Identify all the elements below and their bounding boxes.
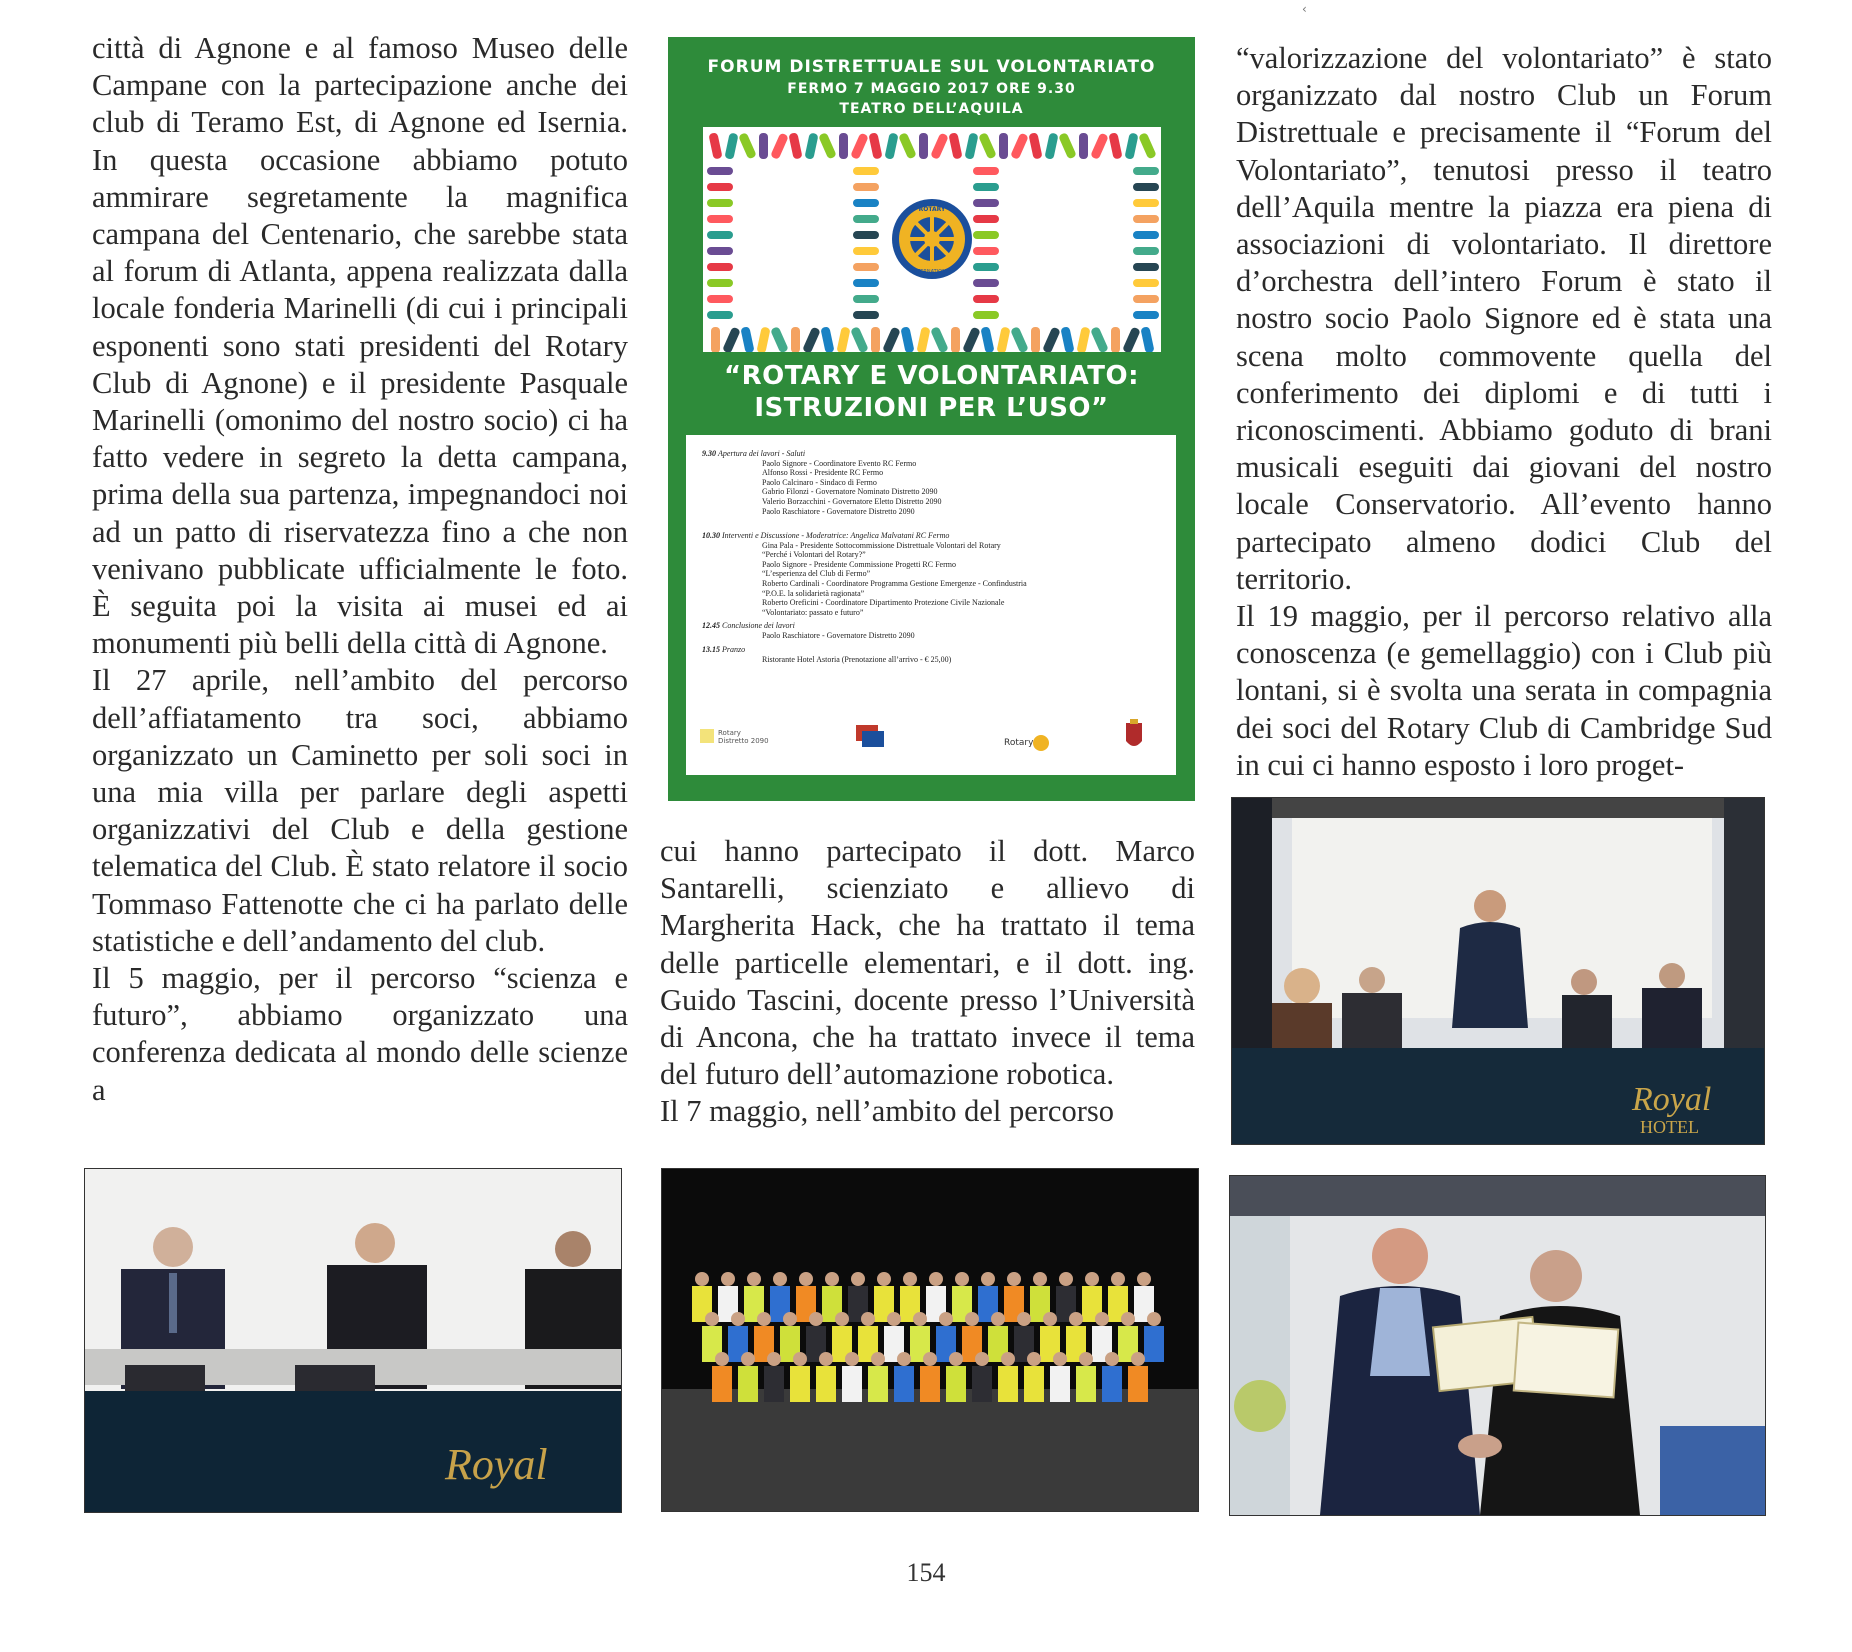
- hand-shape: [740, 326, 754, 352]
- hand-shape: [1133, 167, 1159, 175]
- person-head: [1043, 1312, 1057, 1326]
- hand-shape: [930, 132, 949, 159]
- hand-shape: [900, 326, 914, 352]
- volunteers-photo-image: [662, 1169, 1198, 1511]
- hand-shape: [980, 326, 994, 352]
- hand-shape: [1010, 132, 1029, 159]
- person-head: [1111, 1272, 1125, 1286]
- hand-shape: [999, 133, 1008, 159]
- person-head: [793, 1352, 807, 1366]
- logo-left-sublabel: Distretto 2090: [718, 737, 769, 745]
- hand-shape: [1090, 326, 1109, 352]
- paragraph: Il 5 maggio, per il percorso “scienza e futuro”, abbiamo organizzato una conferenza dedicata al mondo delle scienze a: [92, 961, 628, 1107]
- person-body: [1050, 1366, 1070, 1402]
- program-title: Conclusione dei lavori: [722, 621, 795, 630]
- logos-strip: [686, 715, 1176, 775]
- hand-shape: [707, 279, 733, 287]
- hand-shape: [973, 183, 999, 191]
- hand-shape: [964, 132, 978, 159]
- paragraph: città di Agnone e al famoso Museo delle Campane con la partecipazione anche dei club di Teramo Est, di Agnone ed Isernia. In questa occasione abbiamo potuto ammirare segretamente la magnifica campana del Centenario, che sarebbe stata al forum di Atlanta, appena realizzata dalla locale fonderia Marinelli (di cui i principali esponenti sono stati presidenti del Rotary Club di Agnone) e il presidente Pasquale Marinelli (omonimo del nostro socio) ci ha fatto vedere in segreto la detta campana, prima della sua partenza, impegnandoci noi ad un patto di riservatezza fino a che non venivano pubblicate ufficialmente le foto. È seguita poi la visita ai musei ed ai monumenti più belli della città di Agnone.: [92, 31, 628, 661]
- hand-shape: [850, 132, 869, 159]
- hand-shape: [707, 311, 733, 319]
- hand-shape: [973, 295, 999, 303]
- program-title: Apertura dei lavori - Saluti: [718, 449, 806, 458]
- hand-shape: [707, 167, 733, 175]
- hand-shape: [708, 132, 722, 159]
- hand-shape: [1140, 326, 1154, 352]
- royal-banner: Royal: [445, 1440, 548, 1489]
- poster-title: FORUM DISTRETTUALE SUL VOLONTARIATO: [707, 57, 1156, 77]
- person-head: [913, 1312, 927, 1326]
- hand-shape: [738, 132, 757, 159]
- logo-rotary-label: Rotary: [1004, 738, 1034, 748]
- person-head: [1121, 1312, 1135, 1326]
- person-head: [715, 1352, 729, 1366]
- person-body: [946, 1366, 966, 1402]
- rotary-district-logo-icon: [700, 729, 714, 743]
- person-head: [1001, 1352, 1015, 1366]
- program-line: Paolo Signore - Presidente Commissione Progetti RC Fermo: [762, 559, 956, 569]
- hand-shape: [1122, 326, 1141, 352]
- hand-shape: [711, 327, 720, 352]
- fermo-crest-icon: [1126, 719, 1142, 746]
- person-head: [845, 1352, 859, 1366]
- text-column-2: [660, 833, 1195, 1131]
- poster-date: FERMO 7 MAGGIO 2017 ORE 9.30: [787, 81, 1076, 97]
- person-head: [1017, 1312, 1031, 1326]
- hand-shape: [1044, 132, 1058, 159]
- page-number: 154: [906, 1558, 946, 1587]
- person-head: [835, 1312, 849, 1326]
- program-heading: [702, 449, 1162, 459]
- program-block: [702, 531, 1162, 617]
- hand-shape: [1133, 279, 1159, 287]
- hands-ring-graphic: [703, 127, 1161, 352]
- hand-shape: [919, 133, 928, 159]
- person-head: [695, 1272, 709, 1286]
- hand-shape: [1133, 199, 1159, 207]
- person-head: [981, 1272, 995, 1286]
- person-head: [955, 1272, 969, 1286]
- hand-shape: [853, 295, 879, 303]
- program-title: Interventi e Discussione - Moderatrice: Angelica Malvatani RC Fermo: [722, 531, 950, 540]
- person-head: [861, 1312, 875, 1326]
- hand-shape: [882, 326, 901, 352]
- person-head: [991, 1312, 1005, 1326]
- hand-shape: [916, 326, 930, 352]
- hand-shape: [707, 295, 733, 303]
- person-head: [819, 1352, 833, 1366]
- paragraph: “valorizzazione del volontariato” è stato organizzato dal nostro Club un Forum Distrettuale e precisamente il “Forum del Volontariato”, tenutosi presso il teatro dell’Aquila mentre la piazza era piena di associazioni di volontariato. Il direttore d’orchestra dell’intero Forum è stato il nostro socio Paolo Signore ed è stata una scena molto commovente quella del conferimento dei diplomi e di tutti i riconoscimenti. Abbiamo goduto di brani musicali eseguiti dai giovani del nostro locale Conservatorio. All’evento hanno partecipato almeno dodici Club del territorio.: [1236, 41, 1772, 596]
- hand-shape: [836, 326, 850, 352]
- person-body: [972, 1366, 992, 1402]
- program-block: [702, 449, 1162, 516]
- rotary-wheel-icon: [1033, 735, 1049, 751]
- program-line: “Perché i Volontari del Rotary?”: [762, 550, 866, 560]
- paragraph: Il 27 aprile, nell’ambito del percorso dell’affiatamento tra soci, abbiamo organizzato un Caminetto per soli soci in una mia villa per parlare degli aspetti organizzativi del Club e della gestione telematica del Club. È stato relatore il socio Tommaso Fattenotte che ci ha parlato delle statistiche e dell’andamento del club.: [92, 663, 628, 958]
- poster-headline: [668, 360, 1195, 424]
- program-heading: [702, 621, 1162, 631]
- headline-line-2: ISTRUZIONI PER L’USO”: [754, 393, 1109, 423]
- paragraph: Il 19 maggio, per il percorso relativo alla conoscenza (e gemellaggio) con i Club più lontani, si è svolta una serata in compagnia dei soci del Rotary Club di Cambridge Sud in cui ci hanno esposto i loro proget-: [1236, 599, 1772, 782]
- hand-shape: [853, 215, 879, 223]
- headline-line-1: “ROTARY E VOLONTARIATO:: [724, 361, 1139, 391]
- hand-shape: [1133, 247, 1159, 255]
- hand-shape: [1133, 311, 1159, 319]
- hand-shape: [884, 132, 898, 159]
- person-head: [1053, 1352, 1067, 1366]
- hand-shape: [1028, 132, 1042, 159]
- hand-shape: [804, 132, 818, 159]
- hand-shape: [973, 263, 999, 271]
- program-line: Paolo Signore - Coordinatore Evento RC Fermo: [762, 458, 917, 468]
- diploma-certificates: [1433, 1317, 1618, 1397]
- person-head: [747, 1272, 761, 1286]
- poster-venue: TEATRO DELL’AQUILA: [839, 101, 1024, 117]
- hand-shape: [853, 279, 879, 287]
- handshake-photo-image: [1230, 1176, 1765, 1515]
- person-head: [851, 1272, 865, 1286]
- person-head: [1079, 1352, 1093, 1366]
- poster-program: [686, 435, 1176, 775]
- hand-shape: [853, 167, 879, 175]
- hand-shape: [770, 326, 789, 352]
- hand-shape: [1133, 263, 1159, 271]
- margin-mark: ‹: [1302, 2, 1307, 16]
- hand-shape: [853, 199, 879, 207]
- hand-shape: [1031, 327, 1040, 352]
- hand-shape: [962, 326, 981, 352]
- hand-shape: [868, 132, 882, 159]
- hand-shape: [948, 132, 962, 159]
- program-heading: [702, 531, 1162, 541]
- hand-shape: [818, 132, 837, 159]
- program-line: Roberto Oreficini - Coordinatore Dipartimento Protezione Civile Nazionale: [762, 598, 1005, 608]
- person-head: [949, 1352, 963, 1366]
- program-line: Roberto Cardinali - Coordinatore Programma Gestione Emergenze - Confindustria: [762, 578, 1027, 588]
- person-head: [903, 1272, 917, 1286]
- podium-photo-image: [85, 1169, 621, 1512]
- person-body: [868, 1366, 888, 1402]
- rotary-emblem: [892, 199, 972, 279]
- poster-logos: [686, 715, 1176, 775]
- hand-shape: [1133, 183, 1159, 191]
- program-line: “P.O.E. la solidarietà ragionata”: [762, 588, 865, 598]
- hand-shape: [707, 215, 733, 223]
- program-line: Gabrio Filonzi - Governatore Nominato Distretto 2090: [762, 487, 938, 497]
- hand-shape: [1010, 326, 1029, 352]
- program-line: Ristorante Hotel Astoria (Prenotazione all’arrivo - € 25,00): [762, 654, 952, 664]
- photo-volunteers-group: [661, 1168, 1199, 1512]
- person-head: [1027, 1352, 1041, 1366]
- royal-hotel-banner: Royal: [1632, 1081, 1712, 1118]
- text-column-1: [92, 30, 628, 1109]
- person-head: [965, 1312, 979, 1326]
- person-head: [731, 1312, 745, 1326]
- speaker-photo-image: [1232, 798, 1764, 1144]
- person-body: [920, 1366, 940, 1402]
- hand-shape: [853, 183, 879, 191]
- person-head: [757, 1312, 771, 1326]
- hand-shape: [1090, 132, 1109, 159]
- hand-shape: [1124, 132, 1138, 159]
- person-head: [721, 1272, 735, 1286]
- hand-shape: [996, 326, 1010, 352]
- person-head: [887, 1312, 901, 1326]
- hand-shape: [1133, 295, 1159, 303]
- hand-shape: [853, 311, 879, 319]
- hotel-banner: HOTEL: [1640, 1117, 1699, 1137]
- volunteers-logo-icon: [856, 725, 884, 747]
- person-body: [712, 1366, 732, 1402]
- person-head: [975, 1352, 989, 1366]
- program-time: 9.30: [702, 449, 716, 458]
- hand-shape: [1138, 132, 1157, 159]
- person-body: [816, 1366, 836, 1402]
- text-column-3: [1236, 40, 1772, 784]
- person-head: [767, 1352, 781, 1366]
- hand-shape: [802, 326, 821, 352]
- hand-shape: [850, 326, 869, 352]
- hand-shape: [973, 199, 999, 207]
- person-head: [705, 1312, 719, 1326]
- photo-conference-speaker: [1231, 797, 1765, 1145]
- program-line: Gina Pala - Presidente Sottocommissione Distrettuale Volontari del Rotary: [762, 540, 1001, 550]
- photo-handshake-diploma: [1229, 1175, 1766, 1516]
- person-body: [842, 1366, 862, 1402]
- hand-shape: [820, 326, 834, 352]
- person-head: [825, 1272, 839, 1286]
- person-body: [738, 1366, 758, 1402]
- hand-shape: [724, 132, 738, 159]
- hand-shape: [707, 247, 733, 255]
- person-body: [1128, 1366, 1148, 1402]
- hand-shape: [791, 327, 800, 352]
- program-time: 12.45: [702, 621, 720, 630]
- person-body: [764, 1366, 784, 1402]
- hand-shape: [951, 327, 960, 352]
- hand-shape: [1076, 326, 1090, 352]
- person-head: [923, 1352, 937, 1366]
- program-block: [702, 621, 1162, 640]
- hand-shape: [1133, 215, 1159, 223]
- emblem-bottom-text: INTERNATIONAL: [911, 269, 953, 275]
- program-time: 10.30: [702, 531, 720, 540]
- hand-shape: [1058, 132, 1077, 159]
- hand-shape: [1042, 326, 1061, 352]
- forum-poster: [668, 37, 1195, 801]
- person-head: [773, 1272, 787, 1286]
- person-head: [741, 1352, 755, 1366]
- program-line: Paolo Raschiatore - Governatore Distretto 2090: [762, 506, 915, 516]
- person-head: [871, 1352, 885, 1366]
- hand-shape: [1108, 132, 1122, 159]
- person-body: [1102, 1366, 1122, 1402]
- paragraph: Il 7 maggio, nell’ambito del percorso: [660, 1094, 1114, 1129]
- person-head: [1069, 1312, 1083, 1326]
- photo-podium-speakers: [84, 1168, 622, 1513]
- hand-shape: [973, 231, 999, 239]
- program-block: [702, 645, 1162, 664]
- person-body: [1144, 1326, 1164, 1362]
- person-head: [1147, 1312, 1161, 1326]
- person-head: [1033, 1272, 1047, 1286]
- hand-shape: [930, 326, 949, 352]
- emblem-top-text: ROTARY: [918, 206, 946, 213]
- hand-shape: [722, 326, 741, 352]
- logo-left-label: Rotary: [718, 729, 741, 737]
- person-head: [1131, 1352, 1145, 1366]
- hand-shape: [1060, 326, 1074, 352]
- program-line: Paolo Raschiatore - Governatore Distretto 2090: [762, 630, 915, 640]
- person-head: [877, 1272, 891, 1286]
- hand-shape: [707, 263, 733, 271]
- hand-shape: [1133, 231, 1159, 239]
- hand-shape: [707, 199, 733, 207]
- person-head: [1085, 1272, 1099, 1286]
- program-line: “L’esperienza del Club di Fermo”: [762, 569, 871, 579]
- hand-shape: [898, 132, 917, 159]
- hand-shape: [707, 183, 733, 191]
- program-line: “Volontariato: passato e futuro”: [762, 607, 864, 617]
- person-body: [1024, 1366, 1044, 1402]
- hand-shape: [871, 327, 880, 352]
- hands-illustration: [703, 127, 1161, 352]
- hand-shape: [973, 167, 999, 175]
- person-head: [1137, 1272, 1151, 1286]
- hand-shape: [973, 279, 999, 287]
- person-head: [799, 1272, 813, 1286]
- program-time: 13.15: [702, 645, 720, 654]
- person-body: [894, 1366, 914, 1402]
- hand-shape: [788, 132, 802, 159]
- hand-shape: [839, 133, 848, 159]
- person-head: [809, 1312, 823, 1326]
- hand-shape: [853, 247, 879, 255]
- person-body: [1076, 1366, 1096, 1402]
- hand-shape: [1079, 133, 1088, 159]
- person-head: [1007, 1272, 1021, 1286]
- person-body: [998, 1366, 1018, 1402]
- program-line: Alfonso Rossi - Presidente RC Fermo: [762, 468, 884, 478]
- hand-shape: [978, 132, 997, 159]
- program-line: Paolo Calcinaro - Sindaco di Fermo: [762, 477, 877, 487]
- hand-shape: [973, 215, 999, 223]
- program-heading: [702, 645, 1162, 655]
- hand-shape: [853, 263, 879, 271]
- hand-shape: [759, 133, 768, 159]
- hand-shape: [853, 231, 879, 239]
- person-body: [790, 1366, 810, 1402]
- person-head: [1059, 1272, 1073, 1286]
- program-title: Pranzo: [722, 645, 746, 654]
- person-head: [939, 1312, 953, 1326]
- paragraph: cui hanno partecipato il dott. Marco Santarelli, scienziato e allievo di Margherita Hack, che ha trattato il tema delle particelle elementari, e il dott. ing. Guido Tascini, docente presso l’Università di Ancona, che ha trattato invece il tema del futuro dell’automazione robotica.: [660, 834, 1195, 1092]
- hand-shape: [1111, 327, 1120, 352]
- hand-shape: [770, 132, 789, 159]
- program-line: Valerio Borzacchini - Governatore Eletto Distretto 2090: [762, 496, 942, 506]
- hand-shape: [707, 231, 733, 239]
- hand-shape: [756, 326, 770, 352]
- person-head: [783, 1312, 797, 1326]
- person-head: [1105, 1352, 1119, 1366]
- person-head: [1095, 1312, 1109, 1326]
- hand-shape: [973, 247, 999, 255]
- person-head: [929, 1272, 943, 1286]
- hand-shape: [973, 311, 999, 319]
- handshake: [1458, 1434, 1502, 1458]
- person-head: [897, 1352, 911, 1366]
